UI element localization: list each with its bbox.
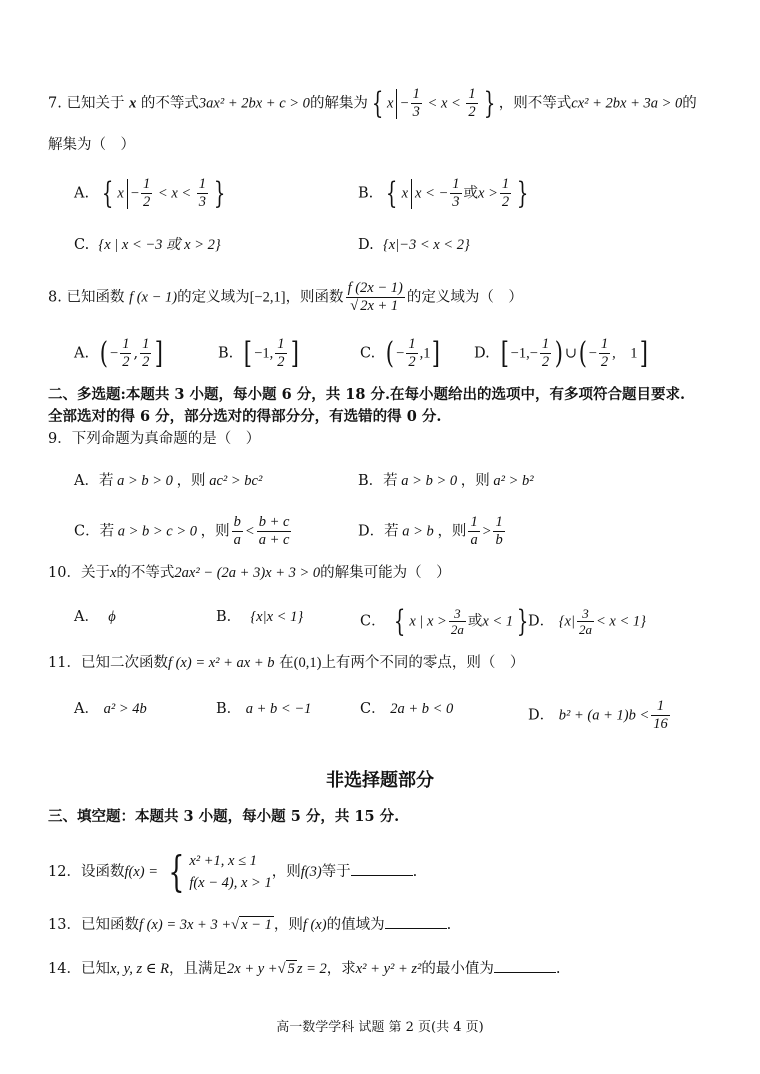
fraction: $\frac{1}{2}$ (468, 86, 476, 120)
q10-option-c: C． { x | x > $\frac{3}{2a}$ 或x < 1 } (360, 603, 529, 639)
q10-option-b: B． {x|x < 1} (216, 609, 304, 625)
q8-option-d: D. [ −1,− $\frac{1}{2}$ ) ∪( − $\frac{1}{2}$ , 1] (474, 335, 648, 371)
q7-option-b: B. { x x < − $\frac{1}{3}$ 或x > $\frac{1}{2}$ } (358, 175, 529, 211)
q7-option-d: D. {x|−3 < x < 2} (358, 237, 470, 253)
q10-stem: 10．关于x的不等式2ax² − (2a + 3)x + 3 > 0的解集可能为（ ） (48, 565, 451, 581)
q13-stem: 13．已知函数f (x) = 3x + 3 +√ x − 1 ，则f (x)的值域为 . (48, 914, 451, 936)
section2-heading: 二、多选题:本题共 3 小题，每小题 6 分，共 18 分.在每小题给出的选项中，有多项符合题目要求. (48, 386, 686, 403)
q7-stem: 7. 已知关于 x 的不等式3ax² + 2bx + c > 0的解集为 { x − $\frac{1}{3}$ < x < $\frac{1}{2}$ } ，则不等式cx² + 2bx + 3a > 0的 (48, 85, 697, 121)
q12-stem: 12．设函数f(x) = { x² +1, x ≤ 1 f(x − 4), x > 1 ，则f(3)等于 . (48, 847, 418, 896)
q8-option-c: C. ( − $\frac{1}{2}$ ,1] (360, 335, 441, 371)
section2-heading-line2: 全部选对的得 6 分，部分选对的得部分分，有选错的得 0 分. (48, 408, 442, 425)
q11-option-b: B． a + b < −1 (216, 701, 312, 717)
q8-option-a: A. ( − $\frac{1}{2}$ , $\frac{1}{2}$ ] (74, 335, 164, 371)
square-root: √ 5 (277, 961, 295, 977)
q9-option-d: D．若 a > b ，则 $\frac{1}{a}$ > $\frac{1}{b}$ (358, 514, 503, 548)
q11-option-c: C． 2a + b < 0 (360, 701, 454, 717)
square-root: √ x − 1 (231, 917, 272, 933)
part-title: 非选择题部分 (326, 770, 434, 791)
section3-heading: 三、填空题：本题共 3 小题，每小题 5 分，共 15 分. (48, 808, 400, 825)
q9-option-a: A．若 a > b > 0 ，则 ac² > bc² (74, 473, 263, 489)
q7-stem-line2: 解集为（ ） (48, 137, 135, 153)
q11-stem: 11．已知二次函数f (x) = x² + ax + b 在(0,1)上有两个不同的零点，则（ ） (48, 655, 525, 671)
page-footer: 高一数学学科 试题 第 2 页(共 4 页) (276, 1020, 484, 1035)
q10-option-d: D． {x| $\frac{3}{2a}$ < x < 1} (528, 606, 646, 637)
answer-blank[interactable] (385, 914, 447, 929)
piecewise-function: { x² +1, x ≤ 1 f(x − 4), x > 1 (167, 847, 272, 896)
q11-option-d: D． b² + (a + 1)b < $\frac{1}{16}$ (528, 698, 668, 732)
q8-stem: 8. 已知函数 f (x − 1)的定义域为[−2,1]，则函数 $\frac{f (2x - 1)}{√ 2x + 1}$ 的定义域为（ ） (48, 280, 523, 315)
q9-option-b: B．若 a > b > 0 ，则 a² > b² (358, 473, 534, 489)
q7-option-c: C. {x | x < −3 或 x > 2} (74, 237, 221, 253)
q8-option-b: B. [ −1, $\frac{1}{2}$ ] (218, 335, 299, 371)
q14-stem: 14．已知x, y, z ∈ R，且满足2x + y +√ 5 z = 2，求x² + y² + z²的最小值为 . (48, 958, 561, 980)
q9-stem: 9．下列命题为真命题的是（ ） (48, 431, 261, 447)
q7-option-a: A. { x − $\frac{1}{2}$ < x < $\frac{1}{3}$ } (74, 175, 226, 211)
answer-blank[interactable] (351, 861, 413, 876)
q11-option-a: A． a² > 4b (74, 701, 147, 717)
answer-blank[interactable] (494, 958, 556, 973)
fraction: $\frac{1}{3}$ (412, 86, 420, 120)
q9-option-c: C．若 a > b > c > 0 ，则 $\frac{b}{a}$ < $\frac{b + c}{a + c}$ (74, 514, 290, 548)
q10-option-a: A． ϕ (74, 609, 116, 625)
